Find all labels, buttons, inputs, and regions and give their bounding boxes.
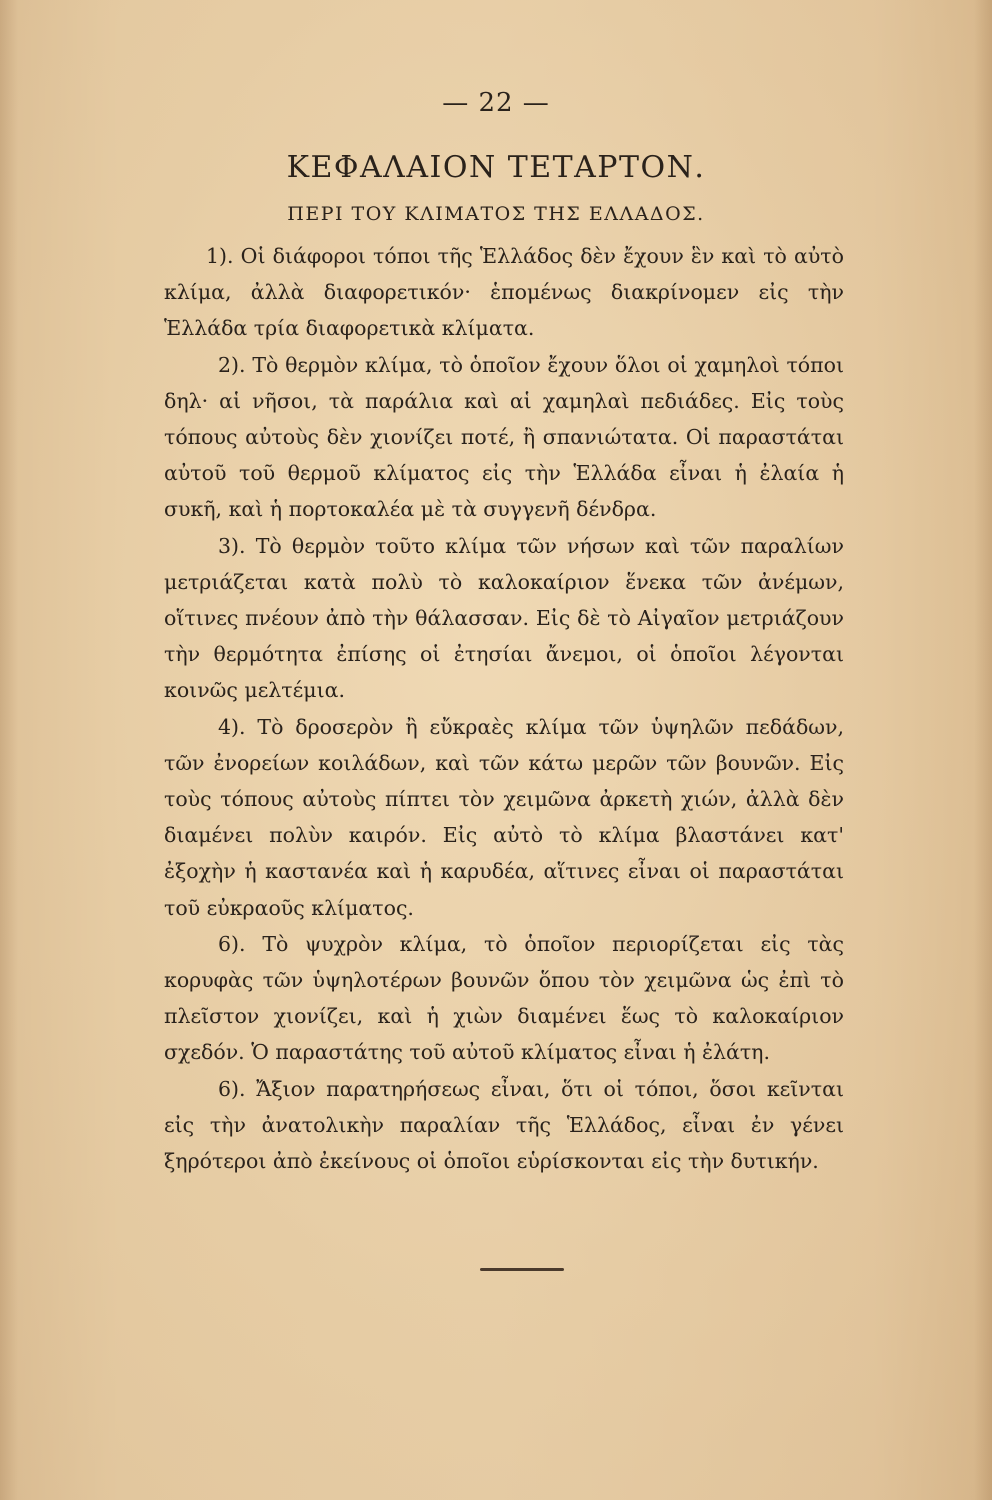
page-number: — 22 — bbox=[442, 88, 550, 118]
paragraph-3 bbox=[164, 528, 844, 709]
paragraph-text: Τὸ ψυχρὸν κλίμα, τὸ ὁποῖον περιορίζεται εἰς τὰς κορυφὰς τῶν ὑψηλοτέρων βουνῶν ὅπου τὸν χειμῶνα ὡς ἐπὶ τὸ πλεῖστον χιονίζει, καὶ ἡ χιὼν διαμένει ἕως τὸ καλοκαίριον σχεδόν. Ὁ παραστάτης τοῦ αὐτοῦ κλίματος εἶναι ἡ ἐλάτη. bbox=[164, 931, 844, 1065]
paragraph-6 bbox=[164, 1071, 844, 1180]
page-edge-shadow-right bbox=[974, 0, 992, 1500]
paragraph-2 bbox=[164, 347, 844, 528]
body-text bbox=[164, 238, 844, 1179]
paragraph-text: Τὸ θερμὸν κλίμα, τὸ ὁποῖον ἔχουν ὅλοι οἱ χαμηλοὶ τόποι δηλ· αἱ νῆσοι, τὰ παράλια καὶ αἱ χαμηλαὶ πεδιάδες. Εἰς τοὺς τόπους αὐτοὺς δὲν χιονίζει ποτέ, ἢ σπανιώτατα. Οἱ παραστάται αὐτοῦ τοῦ θερμοῦ κλίματος εἰς τὴν Ἑλλάδα εἶναι ἡ ἐλαία ἡ συκῆ, καὶ ἡ πορτοκαλέα μὲ τὰ συγγενῆ δένδρα. bbox=[164, 352, 844, 522]
paragraph-number: 2). bbox=[218, 352, 246, 377]
paragraph-number: 3). bbox=[218, 533, 246, 558]
paragraph-number: 6). bbox=[218, 1076, 246, 1101]
paragraph-text: Οἱ διάφοροι τόποι τῆς Ἑλλάδος δὲν ἔχουν ἓν καὶ τὸ αὐτὸ κλίμα, ἀλλὰ διαφορετικόν· ἑπομένως διακρίνομεν εἰς τὴν Ἑλλάδα τρία διαφορετικὰ κλίματα. bbox=[164, 244, 844, 341]
page-edge-shadow-left bbox=[0, 0, 18, 1500]
paragraph-text: Τὸ θερμὸν τοῦτο κλίμα τῶν νήσων καὶ τῶν παραλίων μετριάζεται κατὰ πολὺ τὸ καλοκαίριον ἕνεκα τῶν ἀνέμων, οἵτινες πνέουν ἀπὸ τὴν θάλασσαν. Εἰς δὲ τὸ Αἰγαῖον μετριάζουν τὴν θερμότητα ἐπίσης οἱ ἐτησίαι ἄνεμοι, οἱ ὁποῖοι λέγονται κοινῶς μελτέμια. bbox=[164, 533, 844, 703]
paragraph-number: 6). bbox=[218, 931, 246, 956]
paragraph-text: Ἄξιον παρατηρήσεως εἶναι, ὅτι οἱ τόποι, ὅσοι κεῖνται εἰς τὴν ἀνατολικὴν παραλίαν τῆς Ἑλλάδος, εἶναι ἐν γένει ξηρότεροι ἀπὸ ἐκείνους οἱ ὁποῖοι εὑρίσκονται εἰς τὴν δυτικήν. bbox=[164, 1076, 844, 1174]
paragraph-4 bbox=[164, 709, 844, 926]
section-title: ΠΕΡΙ ΤΟΥ ΚΛΙΜΑΤΟΣ ΤΗΣ ΕΛΛΑΔΟΣ. bbox=[287, 203, 705, 225]
paragraph-5 bbox=[164, 926, 844, 1071]
paragraph-number: 4). bbox=[218, 714, 246, 739]
end-rule-divider bbox=[480, 1268, 564, 1271]
chapter-title: ΚΕΦΑΛΑΙΟΝ ΤΕΤΑΡΤΟΝ. bbox=[286, 150, 706, 185]
paragraph-text: Τὸ δροσερὸν ἢ εὔκραὲς κλίμα τῶν ὑψηλῶν πεδάδων, τῶν ἐνορείων κοιλάδων, καὶ τῶν κάτω μερῶν τῶν βουνῶν. Εἰς τοὺς τόπους αὐτοὺς πίπτει τὸν χειμῶνα ἀρκετὴ χιών, ἀλλὰ δὲν διαμένει πολὺν καιρόν. Εἰς αὐτὸ τὸ κλίμα βλαστάνει κατ' ἐξοχὴν ἡ καστανέα καὶ ἡ καρυδέα, αἵτινες εἶναι οἱ παραστάται τοῦ εὐκραοῦς κλίματος. bbox=[164, 714, 844, 920]
paragraph-1 bbox=[164, 238, 844, 347]
paragraph-number: 1). bbox=[206, 244, 234, 268]
